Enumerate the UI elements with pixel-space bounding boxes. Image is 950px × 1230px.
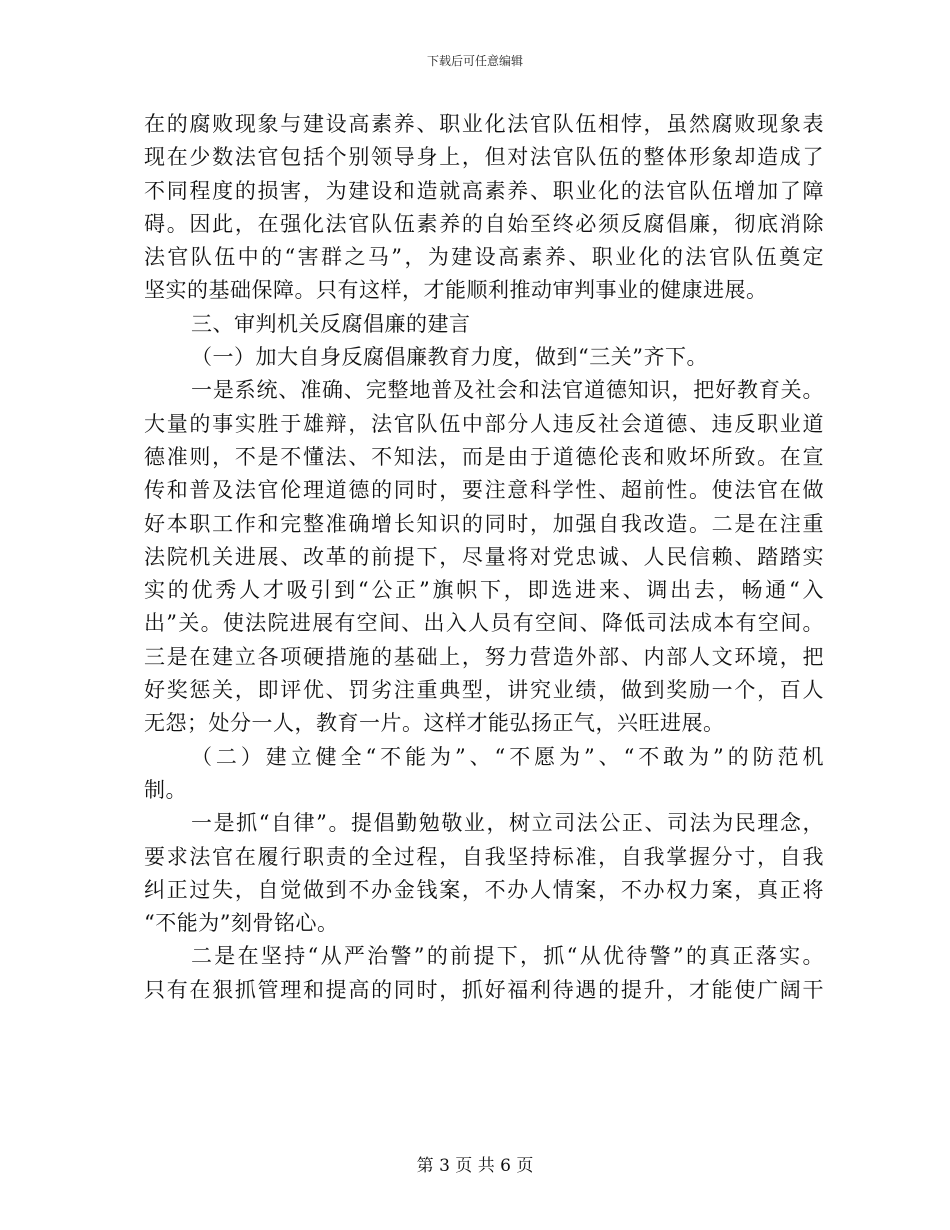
text-line: 三、审判机关反腐倡廉的建言	[191, 311, 471, 336]
paragraph	[144, 940, 824, 1007]
text-line: 德准则，不是不懂法、不知法，而是由于道德伦丧和败坏所致。在宣	[144, 444, 824, 469]
text-line: 法院机关进展、改革的前提下，尽量将对党忠诚、人民信赖、踏踏实	[144, 544, 824, 569]
paragraph	[144, 374, 824, 740]
text-line: 三是在建立各项硬措施的基础上，努力营造外部、内部人文环境，把	[144, 644, 824, 669]
text-line: 在的腐败现象与建设高素养、职业化法官队伍相悖，虽然腐败现象表	[144, 112, 824, 136]
text-line: 只有在狠抓管理和提高的同时，抓好福利待遇的提升，才能使广阔干	[144, 977, 824, 1002]
text-line: 不同程度的损害，为建设和造就高素养、职业化的法官队伍增加了障	[144, 178, 824, 203]
text-line: 大量的事实胜于雄辩，法官队伍中部分人违反社会道德、违反职业道	[144, 411, 824, 436]
text-line: “不能为”刻骨铭心。	[144, 911, 339, 936]
paragraph	[144, 108, 824, 308]
text-line: 好本职工作和完整准确增长知识的同时，加强自我改造。二是在注重	[144, 511, 824, 536]
text-line: 出”关。使法院进展有空间、出入人员有空间、降低司法成本有空间。	[144, 611, 824, 636]
text-line: 一是系统、准确、完整地普及社会和法官道德知识，把好教育关。	[191, 378, 824, 403]
text-line: 纠正过失，自觉做到不办金钱案，不办人情案，不办权力案，真正将	[144, 877, 824, 902]
text-line: 碍。因此，在强化法官队伍素养的自始至终必须反腐倡廉，彻底消除	[144, 211, 824, 236]
text-line: 好奖惩关，即评优、罚劣注重典型，讲究业绩，做到奖励一个，百人	[144, 678, 824, 703]
text-line: 一是抓“自律”。提倡勤勉敬业，树立司法公正、司法为民理念，	[191, 811, 824, 836]
text-line: 无怨；处分一人，教育一片。这样才能弘扬正气，兴旺进展。	[144, 711, 725, 736]
page-header: 下载后可任意编辑	[426, 54, 523, 68]
text-line: 现在少数法官包括个别领导身上，但对法官队伍的整体形象却造成了	[144, 145, 824, 170]
paragraph	[144, 807, 824, 940]
text-line: 实的优秀人才吸引到“公正”旗帜下，即选进来、调出去，畅通“入	[144, 578, 824, 603]
document-body	[144, 108, 824, 1007]
subsection-heading	[144, 741, 824, 808]
text-line: 传和普及法官伦理道德的同时，要注意科学性、超前性。使法官在做	[144, 478, 824, 503]
text-line: （一）加大自身反腐倡廉教育力度，做到“三关”齐下。	[191, 345, 708, 370]
text-line: 法官队伍中的“害群之马”，为建设高素养、职业化的法官队伍奠定	[144, 245, 824, 270]
text-line: 要求法官在履行职责的全过程，自我坚持标准，自我掌握分寸，自我	[144, 844, 824, 869]
text-line: 制。	[144, 777, 187, 802]
subsection-heading	[144, 341, 824, 374]
text-line: （二）建立健全“不能为”、“不愿为”、“不敢为”的防范机	[191, 744, 824, 769]
text-line: 坚实的基础保障。只有这样，才能顺利推动审判事业的健康进展。	[144, 278, 768, 303]
page-footer: 第 3 页 共 6 页	[416, 1156, 534, 1176]
section-heading	[144, 308, 824, 341]
text-line: 二是在坚持“从严治警”的前提下，抓“从优待警”的真正落实。	[191, 944, 824, 969]
